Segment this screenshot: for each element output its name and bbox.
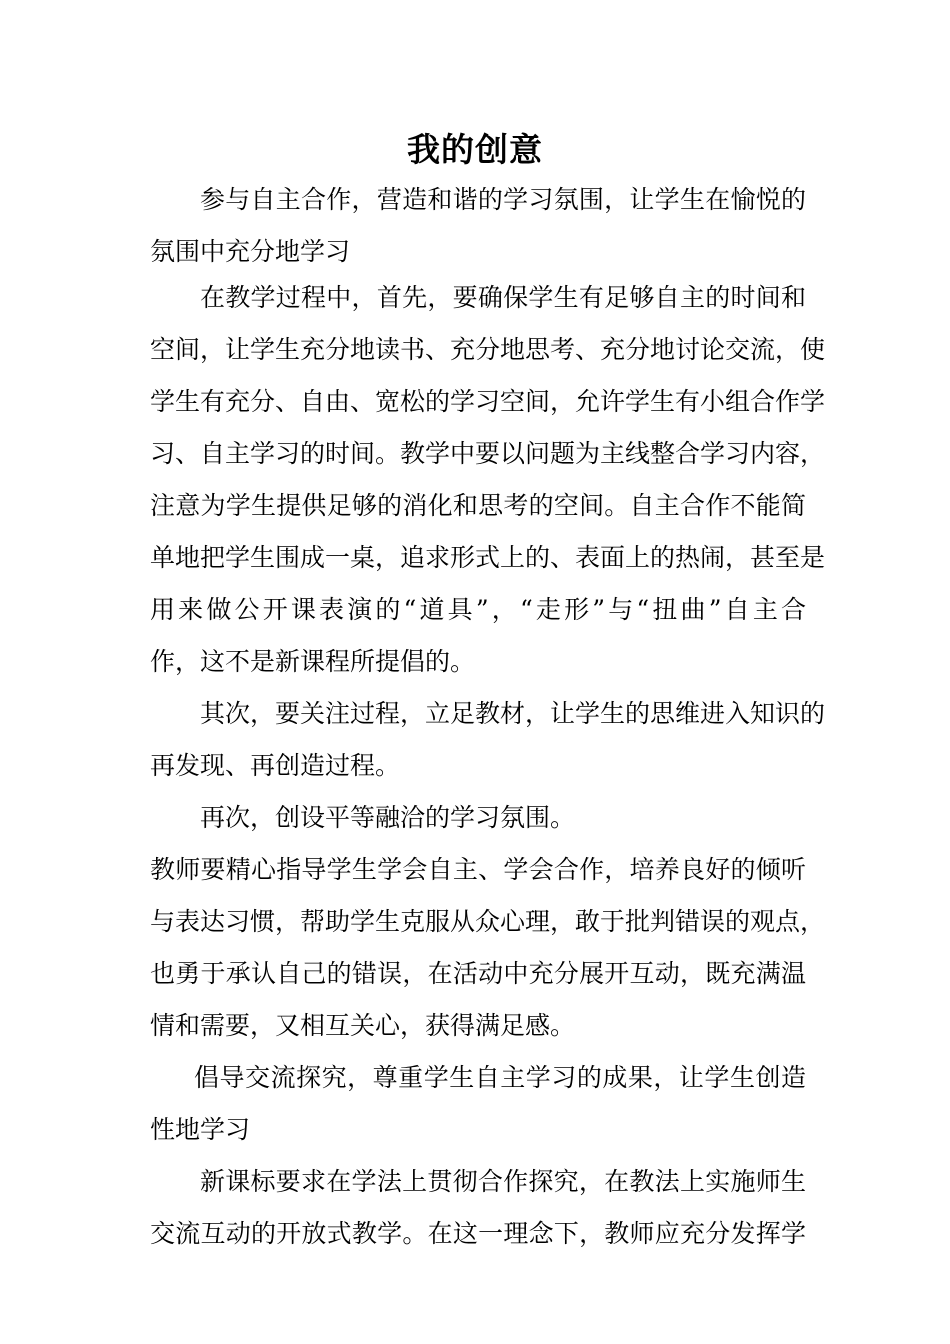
text-line-13: 再次，创设平等融洽的学习氛围。 <box>200 803 576 832</box>
text-line-7: 注意为学生提供足够的消化和思考的空间。自主合作不能简 <box>150 491 806 520</box>
text-line-6: 习、自主学习的时间。教学中要以问题为主线整合学习内容， <box>150 439 826 468</box>
text-line-4: 空间，让学生充分地读书、充分地思考、充分地讨论交流，使 <box>150 335 826 364</box>
text-line-8: 单地把学生围成一桌，追求形式上的、表面上的热闹，甚至是 <box>150 543 826 572</box>
text-line-14: 教师要精心指导学生学会自主、学会合作，培养良好的倾听 <box>150 855 806 884</box>
text-line-11: 其次，要关注过程，立足教材，让学生的思维进入知识的 <box>200 699 826 728</box>
text-line-5: 学生有充分、自由、宽松的学习空间，允许学生有小组合作学 <box>150 387 826 416</box>
text-line-17: 情和需要，又相互关心，获得满足感。 <box>150 1011 576 1040</box>
text-line-15: 与表达习惯，帮助学生克服从众心理，敢于批判错误的观点， <box>150 907 826 936</box>
text-line-3: 在教学过程中，首先，要确保学生有足够自主的时间和 <box>200 283 806 312</box>
text-line-21: 交流互动的开放式教学。在这一理念下，教师应充分发挥学 <box>150 1219 806 1248</box>
text-line-12: 再发现、再创造过程。 <box>150 751 401 780</box>
text-line-19: 性地学习 <box>150 1115 251 1144</box>
text-line-20: 新课标要求在学法上贯彻合作探究，在教法上实施师生 <box>200 1167 806 1196</box>
text-line-10: 作，这不是新课程所提倡的。 <box>150 647 476 676</box>
text-line-1: 参与自主合作，营造和谐的学习氛围，让学生在愉悦的 <box>200 185 806 214</box>
text-line-16: 也勇于承认自己的错误，在活动中充分展开互动，既充满温 <box>150 959 806 988</box>
text-line-9: 用来做公开课表演的“道具”，“走形”与“扭曲”自主合 <box>150 595 806 624</box>
text-line-18: 倡导交流探究，尊重学生自主学习的成果，让学生创造 <box>194 1063 806 1092</box>
document-title: 我的创意 <box>407 130 543 169</box>
text-line-2: 氛围中充分地学习 <box>150 237 351 266</box>
